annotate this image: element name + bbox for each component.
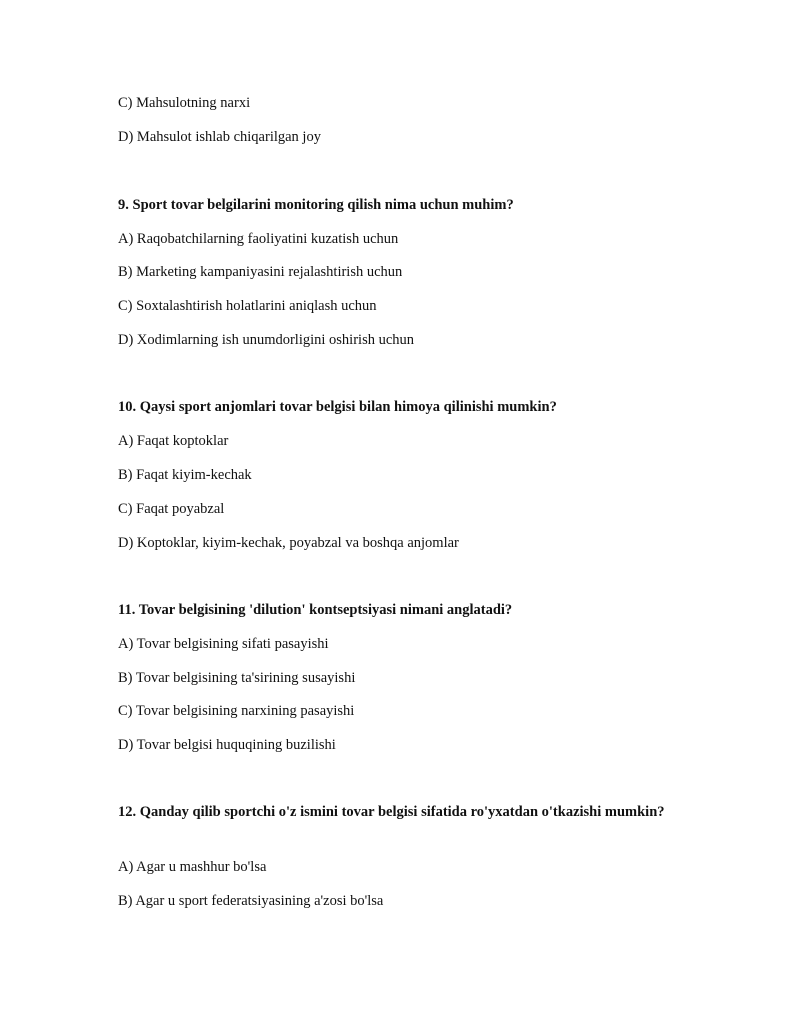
option-10-a: A) Faqat koptoklar [118, 433, 229, 449]
question-9: 9. Sport tovar belgilarini monitoring qilish nima uchun muhim? [118, 197, 514, 213]
option-8-d: D) Mahsulot ishlab chiqarilgan joy [118, 129, 321, 145]
option-8-c: C) Mahsulotning narxi [118, 95, 251, 111]
option-9-c: C) Soxtalashtirish holatlarini aniqlash uchun [118, 298, 377, 314]
option-9-a: A) Raqobatchilarning faoliyatini kuzatish uchun [118, 231, 399, 247]
option-10-c: C) Faqat poyabzal [118, 501, 225, 517]
option-12-b: B) Agar u sport federatsiyasining a'zosi bo'lsa [118, 893, 384, 909]
question-10: 10. Qaysi sport anjomlari tovar belgisi bilan himoya qilinishi mumkin? [118, 399, 557, 415]
option-9-b: B) Marketing kampaniyasini rejalashtirish uchun [118, 264, 403, 280]
option-11-d: D) Tovar belgisi huquqining buzilishi [118, 737, 336, 753]
option-11-b: B) Tovar belgisining ta'sirining susayishi [118, 670, 356, 686]
option-11-c: C) Tovar belgisining narxining pasayishi [118, 703, 355, 719]
question-11: 11. Tovar belgisining 'dilution' kontseptsiyasi nimani anglatadi? [118, 602, 513, 618]
option-10-d: D) Koptoklar, kiyim-kechak, poyabzal va boshqa anjomlar [118, 535, 459, 551]
question-12: 12. Qanday qilib sportchi o'z ismini tovar belgisi sifatida ro'yxatdan o'tkazishi mumkin? [118, 804, 665, 820]
option-10-b: B) Faqat kiyim-kechak [118, 467, 252, 483]
option-12-a: A) Agar u mashhur bo'lsa [118, 859, 267, 875]
option-11-a: A) Tovar belgisining sifati pasayishi [118, 636, 329, 652]
option-9-d: D) Xodimlarning ish unumdorligini oshirish uchun [118, 332, 415, 348]
